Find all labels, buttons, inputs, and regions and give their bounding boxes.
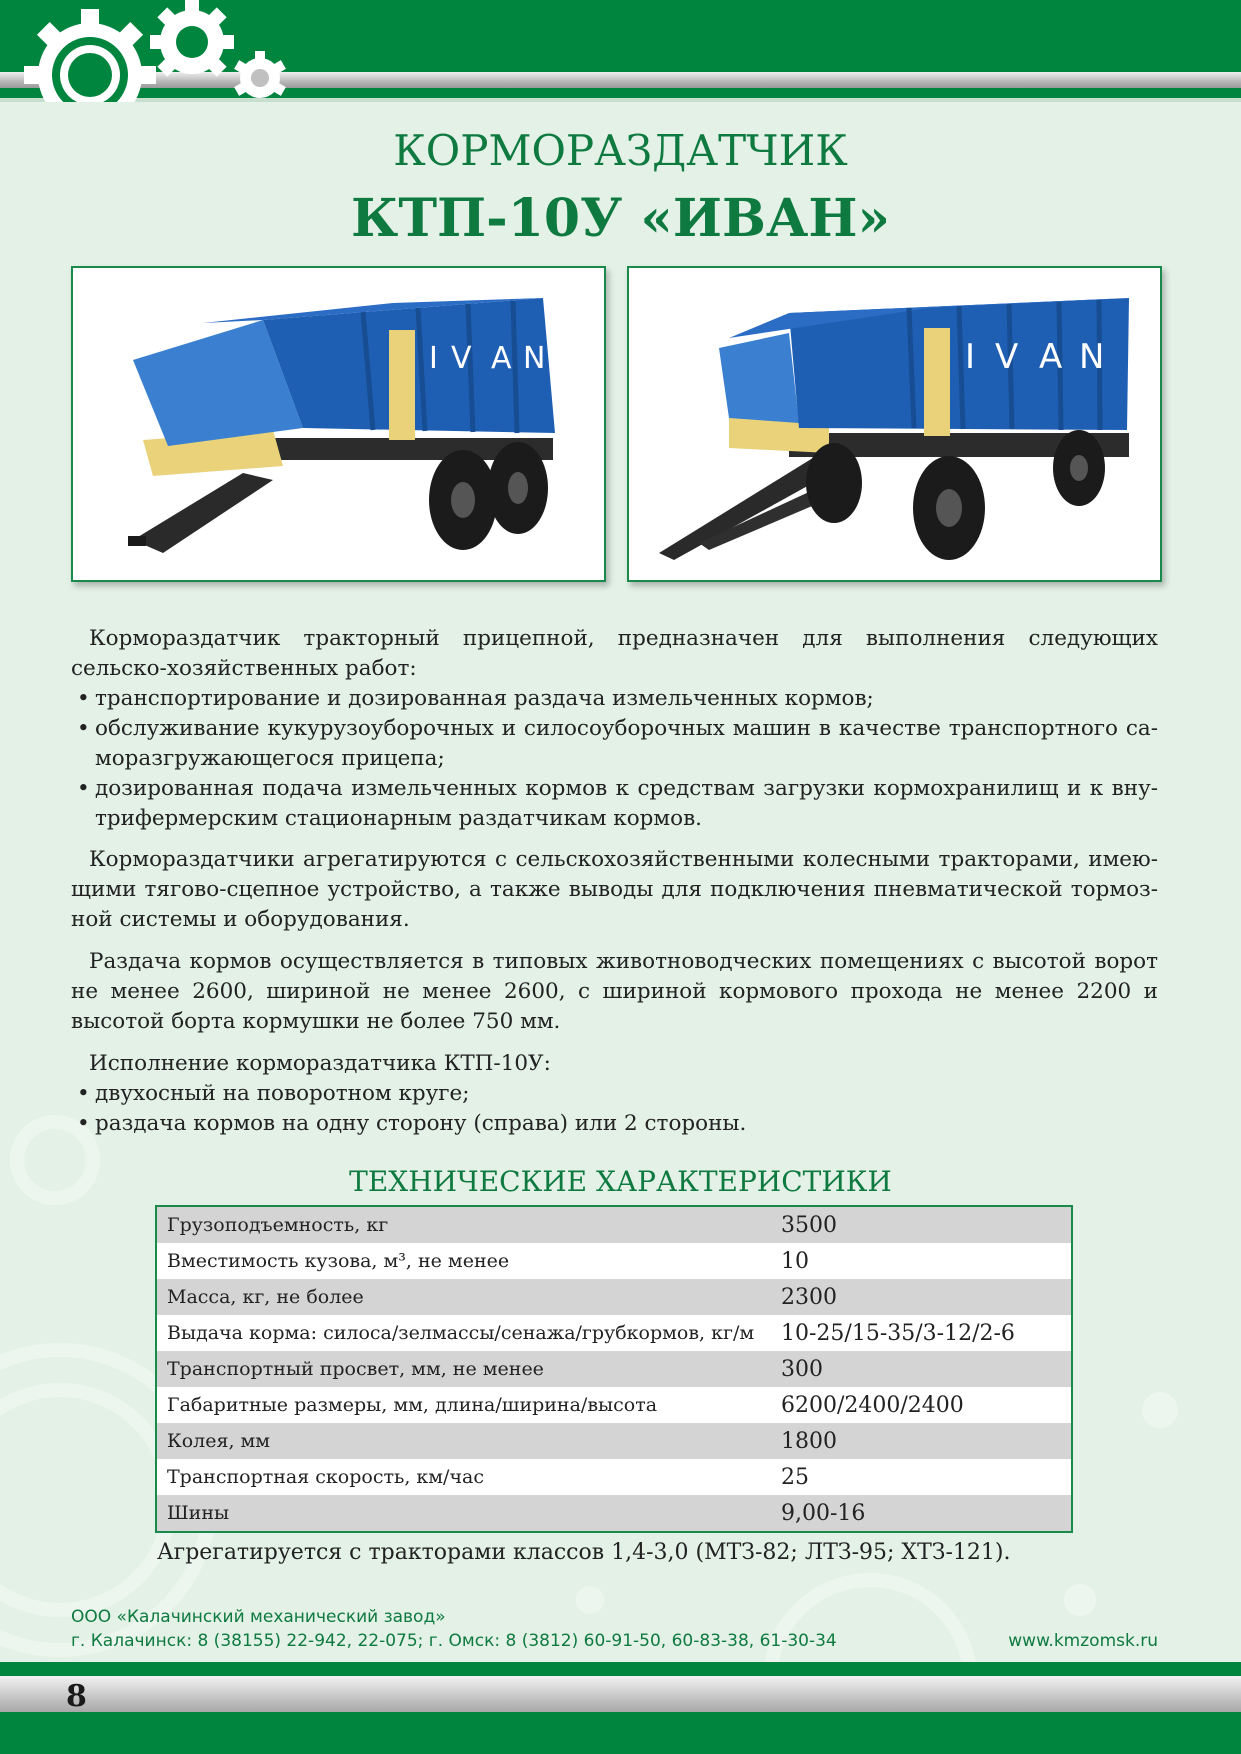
spec-value: 10-25/15-35/3-12/2-6 [771,1315,1072,1351]
list-item: • раздача кормов на одну сторону (справа) или 2 стороны. [71,1109,1158,1139]
page-title-model: КТП-10У «ИВАН» [351,188,890,249]
svg-text:N: N [1079,337,1105,377]
variants-bullet-list [71,1079,1158,1139]
list-item: • дозированная подача измельченных кормов к средствам загрузки кормохранилищ и к вну-трифермерским стационарным раздатчикам кормов. [71,774,1158,834]
spec-value: 300 [771,1351,1072,1387]
svg-text:V: V [451,341,472,376]
aggregation-section [71,845,1158,935]
specs-table [155,1205,1073,1533]
spec-label: Транспортная скорость, км/час [156,1459,771,1495]
svg-text:A: A [1039,337,1063,377]
company-contacts: г. Калачинск: 8 (38155) 22-942, 22-075; г. Омск: 8 (3812) 60-91-50, 60-83-38, 61-30-34 [71,1631,837,1651]
trailer-illustration-right [629,268,1160,580]
table-row [156,1351,1072,1387]
svg-text:N: N [523,341,546,376]
footer-green-band [0,1662,1241,1676]
list-item: • двухосный на поворотном круге; [71,1079,1158,1109]
product-photo-left [71,266,606,582]
spec-label: Транспортный просвет, мм, не менее [156,1351,771,1387]
product-photo-right [627,266,1162,582]
table-row [156,1206,1072,1243]
footer-green-bottom [0,1712,1241,1754]
spec-value: 1800 [771,1423,1072,1459]
spec-value: 10 [771,1243,1072,1279]
distribution-section [71,947,1158,1037]
table-row [156,1459,1072,1495]
aggregation-paragraph: Кормораздатчики агрегатируются с сельскохозяйственными колесными тракторами, имею-щими тягово-сцепное устройство, а также выводы для подключения пневматической тормоз-ной системы и оборудования. [71,847,1158,932]
gears-logo-icon [20,0,310,102]
tractor-compatibility-note: Агрегатируется с тракторами классов 1,4-3,0 (МТЗ-82; ЛТЗ-95; ХТЗ-121). [157,1540,1011,1565]
variants-lead: Исполнение кормораздатчика КТП-10У: [89,1051,551,1076]
svg-text:I: I [965,337,976,377]
intro-bullet-list [71,684,1158,834]
intro-paragraph: Кормораздатчик тракторный прицепной, предназначен для выполнения следующих сельско-хозяйственных работ: [71,626,1158,681]
spec-label: Габаритные размеры, мм, длина/ширина/высота [156,1387,771,1423]
spec-label: Колея, мм [156,1423,771,1459]
spec-label: Грузоподъемность, кг [156,1206,771,1243]
spec-value: 9,00-16 [771,1495,1072,1532]
distribution-paragraph: Раздача кормов осуществляется в типовых животноводческих помещениях с высотой ворот не менее 2600, шириной не менее 2600, с шириной кормового прохода не менее 2200 и высотой борта кормушки не более 750 мм. [71,949,1158,1034]
trailer-illustration-left [73,268,604,580]
spec-label: Шины [156,1495,771,1532]
trailer-lettering-i: I [429,341,438,376]
table-row [156,1243,1072,1279]
svg-text:V: V [995,337,1019,377]
page-number: 8 [66,1679,87,1714]
spec-label: Вместимость кузова, м³, не менее [156,1243,771,1279]
variants-section [71,1049,1158,1139]
table-row [156,1387,1072,1423]
specs-title: ТЕХНИЧЕСКИЕ ХАРАКТЕРИСТИКИ [349,1165,892,1198]
spec-label: Выдача корма: силоса/зелмассы/сенажа/грубкормов, кг/м [156,1315,771,1351]
page-title-line1: КОРМОРАЗДАТЧИК [393,126,848,175]
list-item: • обслуживание кукурузоуборочных и силосоуборочных машин в качестве транспортного са-моразгружающегося прицепа; [71,714,1158,774]
spec-value: 25 [771,1459,1072,1495]
footer-silver-band [0,1676,1241,1712]
table-row [156,1495,1072,1532]
table-row [156,1423,1072,1459]
list-item: • транспортирование и дозированная раздача измельченных кормов; [71,684,1158,714]
spec-label: Масса, кг, не более [156,1279,771,1315]
spec-value: 3500 [771,1206,1072,1243]
spec-value: 2300 [771,1279,1072,1315]
svg-text:A: A [491,341,512,376]
website-link[interactable]: www.kmzomsk.ru [1008,1631,1158,1651]
intro-section [71,624,1158,834]
table-row [156,1279,1072,1315]
table-row [156,1315,1072,1351]
company-name: ООО «Калачинский механический завод» [71,1607,446,1627]
spec-value: 6200/2400/2400 [771,1387,1072,1423]
